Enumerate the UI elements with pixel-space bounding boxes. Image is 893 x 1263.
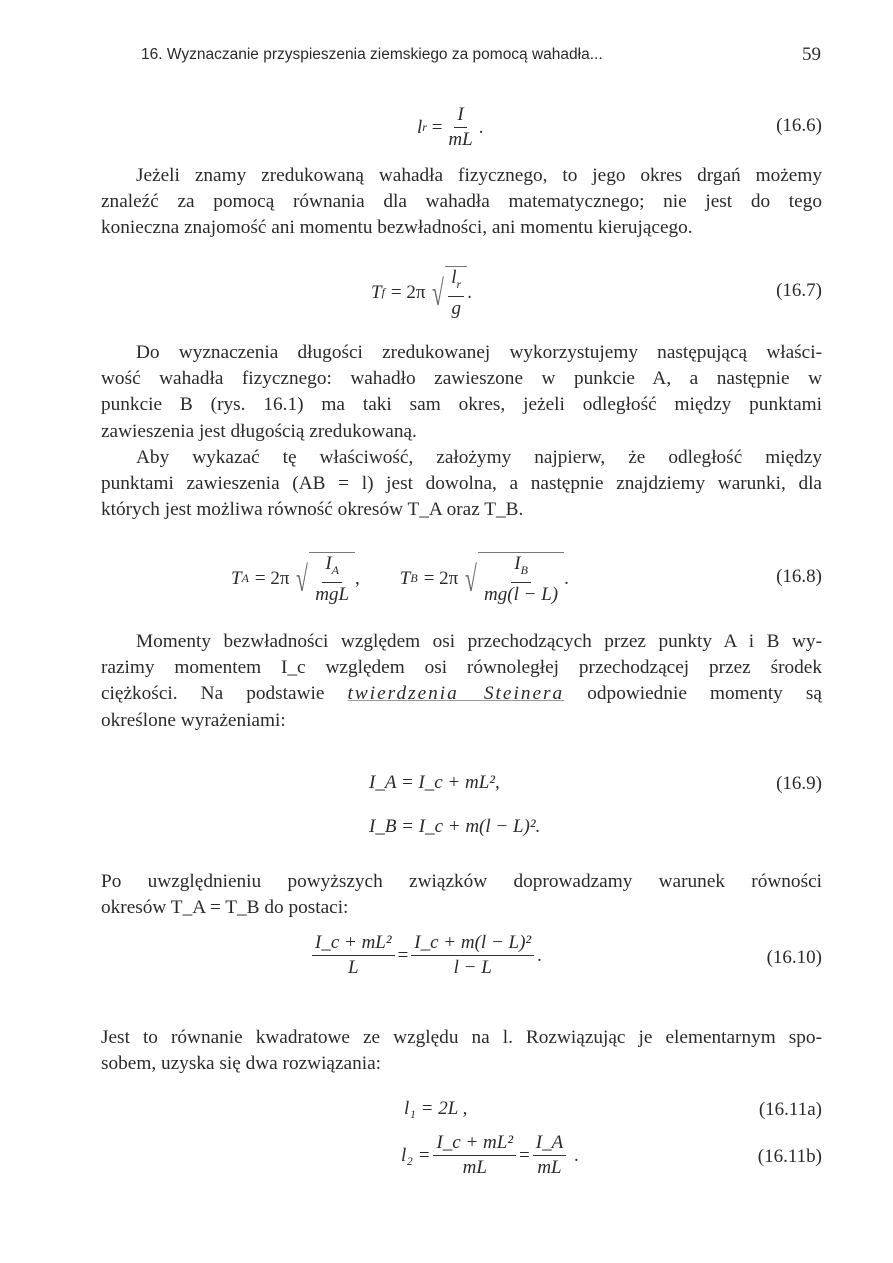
- text-run: odpowiednie momenty są: [564, 683, 822, 705]
- equation-16-9: [101, 770, 822, 842]
- text-line: Po uwzględnieniu powyższych związków doprowadzamy warunek równości: [101, 871, 822, 892]
- denominator: mL: [462, 1157, 487, 1178]
- eq-sub: B: [520, 562, 528, 577]
- text-line: których jest możliwa równość okresów T_A oraz T_B.: [101, 499, 524, 521]
- numerator: I_c + mL²: [433, 1132, 516, 1156]
- denominator: mg(l − L): [484, 583, 559, 605]
- eq-lhs: l₂ =: [401, 1144, 431, 1166]
- eq-lhs: T: [371, 281, 382, 303]
- equation-number: (16.7): [776, 280, 822, 301]
- equation-16-11a: [101, 1096, 822, 1124]
- eq-sub: r: [422, 120, 427, 134]
- sqrt: √ $\frac{l_r}{g}$: [428, 266, 467, 320]
- eq-line: I_A = I_c + mL²,: [369, 772, 500, 793]
- equation-number: (16.8): [776, 566, 822, 587]
- text-line: Do wyznaczenia długości zredukowanej wykorzystujemy następującą właści-: [136, 342, 822, 363]
- eq-coef: = 2π: [390, 281, 426, 303]
- denominator: l − L: [453, 957, 492, 978]
- eq-sub: r: [456, 276, 462, 291]
- text-line: punktami zawieszenia (AB = l) jest dowolna, a następnie znajdziemy warunki, dla: [101, 473, 822, 495]
- eq-lhs: l: [417, 116, 423, 138]
- text-line: Jeżeli znamy zredukowaną wahadła fizycznego, to jego okres drgań możemy: [136, 165, 822, 186]
- numerator: I: [325, 553, 332, 574]
- numerator: I: [454, 104, 466, 128]
- numerator: I_c + m(l − L)²: [411, 932, 534, 956]
- text-line: Aby wykazać tę właściwość, założymy najpierw, że odległość między: [136, 446, 822, 468]
- page-number: 59: [802, 44, 821, 65]
- equation-number: (16.10): [766, 947, 822, 968]
- paragraph-4: [101, 629, 822, 734]
- text-line: Momenty bezwładności względem osi przechodzących przez punkty A i B wy-: [136, 631, 822, 652]
- text-line: zawieszenia jest długością zredukowaną.: [101, 420, 417, 442]
- equation-number: (16.6): [776, 115, 822, 136]
- numerator: I_A: [533, 1132, 566, 1156]
- eq-coef: = 2π: [254, 567, 290, 589]
- text-line: okresów T_A = T_B do postaci:: [101, 897, 349, 919]
- equation-16-11b: l₂ = $\frac{\text{I\_c + mL²}}{mL}$ = $\frac{I\_A}{mL}$ . (16.11b): [401, 1132, 822, 1178]
- paragraph-5: [101, 869, 822, 921]
- equation-16-7: T f = 2π √ $\frac{l_r}{g}$ . (16.7): [371, 267, 822, 319]
- emphasized-term: twierdzenia Steinera: [347, 683, 565, 705]
- numerator: l: [451, 267, 457, 288]
- numerator: I: [514, 553, 521, 574]
- paragraph-1: [101, 163, 822, 242]
- text-line: sobem, uzyska się dwa rozwiązania:: [101, 1053, 382, 1075]
- numerator: I_c + mL²: [312, 932, 395, 956]
- fraction: [445, 104, 475, 151]
- eq-line: I_B = I_c + m(l − L)².: [369, 816, 541, 837]
- denominator: L: [348, 957, 359, 978]
- text-run: ciężkości. Na podstawie: [101, 683, 348, 705]
- text-line: punkcie B (rys. 16.1) ma taki sam okres, jeżeli odległość między punktami: [101, 394, 822, 416]
- eq-line: l₁ = 2L ,: [404, 1098, 468, 1119]
- denominator: mL: [537, 1157, 562, 1178]
- eq-coef: = 2π: [423, 567, 459, 589]
- text-line: znaleźć za pomocą równania dla wahadła matematycznego; nie jest do tego: [101, 191, 822, 213]
- equation-16-6: l r = $\frac{I}{mL}$ . (16.6): [417, 104, 822, 150]
- eq-sub: B: [410, 571, 418, 586]
- text-line: wość wahadła fizycznego: wahadło zawieszone w punkcie A, a następnie w: [101, 368, 822, 390]
- eq-lhs: T: [399, 567, 411, 589]
- equation-number: (16.9): [776, 773, 822, 794]
- denominator: g: [451, 297, 461, 319]
- equation-16-8: T A = 2π √ $\frac{I_A}{\text{mgL}}$ , T B = 2π √ $\frac{I_B}{mg(l - L)}$ . (16.8): [231, 553, 822, 605]
- eq-lhs: T: [231, 567, 242, 589]
- text-line: Jest to równanie kwadratowe ze względu na l. Rozwiązując je elementarnym spo-: [101, 1027, 822, 1048]
- paragraph-2: [101, 340, 822, 523]
- equation-number: (16.11b): [757, 1146, 822, 1167]
- equation-16-10: $\frac{\text{I\_c + mL²}}{L}$ = $\frac{\text{I\_c + m(l − L)²}}{l - L}$ . (16.10): [101, 928, 822, 988]
- text-line: [101, 681, 822, 707]
- text-line: konieczna znajomość ani momentu bezwładności, ani momentu kierującego.: [101, 217, 693, 239]
- denominator: mL: [448, 129, 473, 150]
- text-line: określone wyrażeniami:: [101, 709, 286, 731]
- text-line: razimy momentem I_c względem osi równoległej przechodzącej przez środek: [101, 657, 822, 679]
- eq-sub: A: [331, 562, 339, 577]
- paragraph-6: [101, 1025, 822, 1077]
- eq-sub: f: [381, 285, 385, 300]
- denominator: mgL: [315, 583, 350, 605]
- eq-sub: A: [241, 571, 249, 586]
- header-title: 16. Wyznaczanie przyspieszenia ziemskiego za pomocą wahadła...: [141, 46, 603, 63]
- running-header: [141, 46, 821, 64]
- equation-number: (16.11a): [758, 1099, 822, 1120]
